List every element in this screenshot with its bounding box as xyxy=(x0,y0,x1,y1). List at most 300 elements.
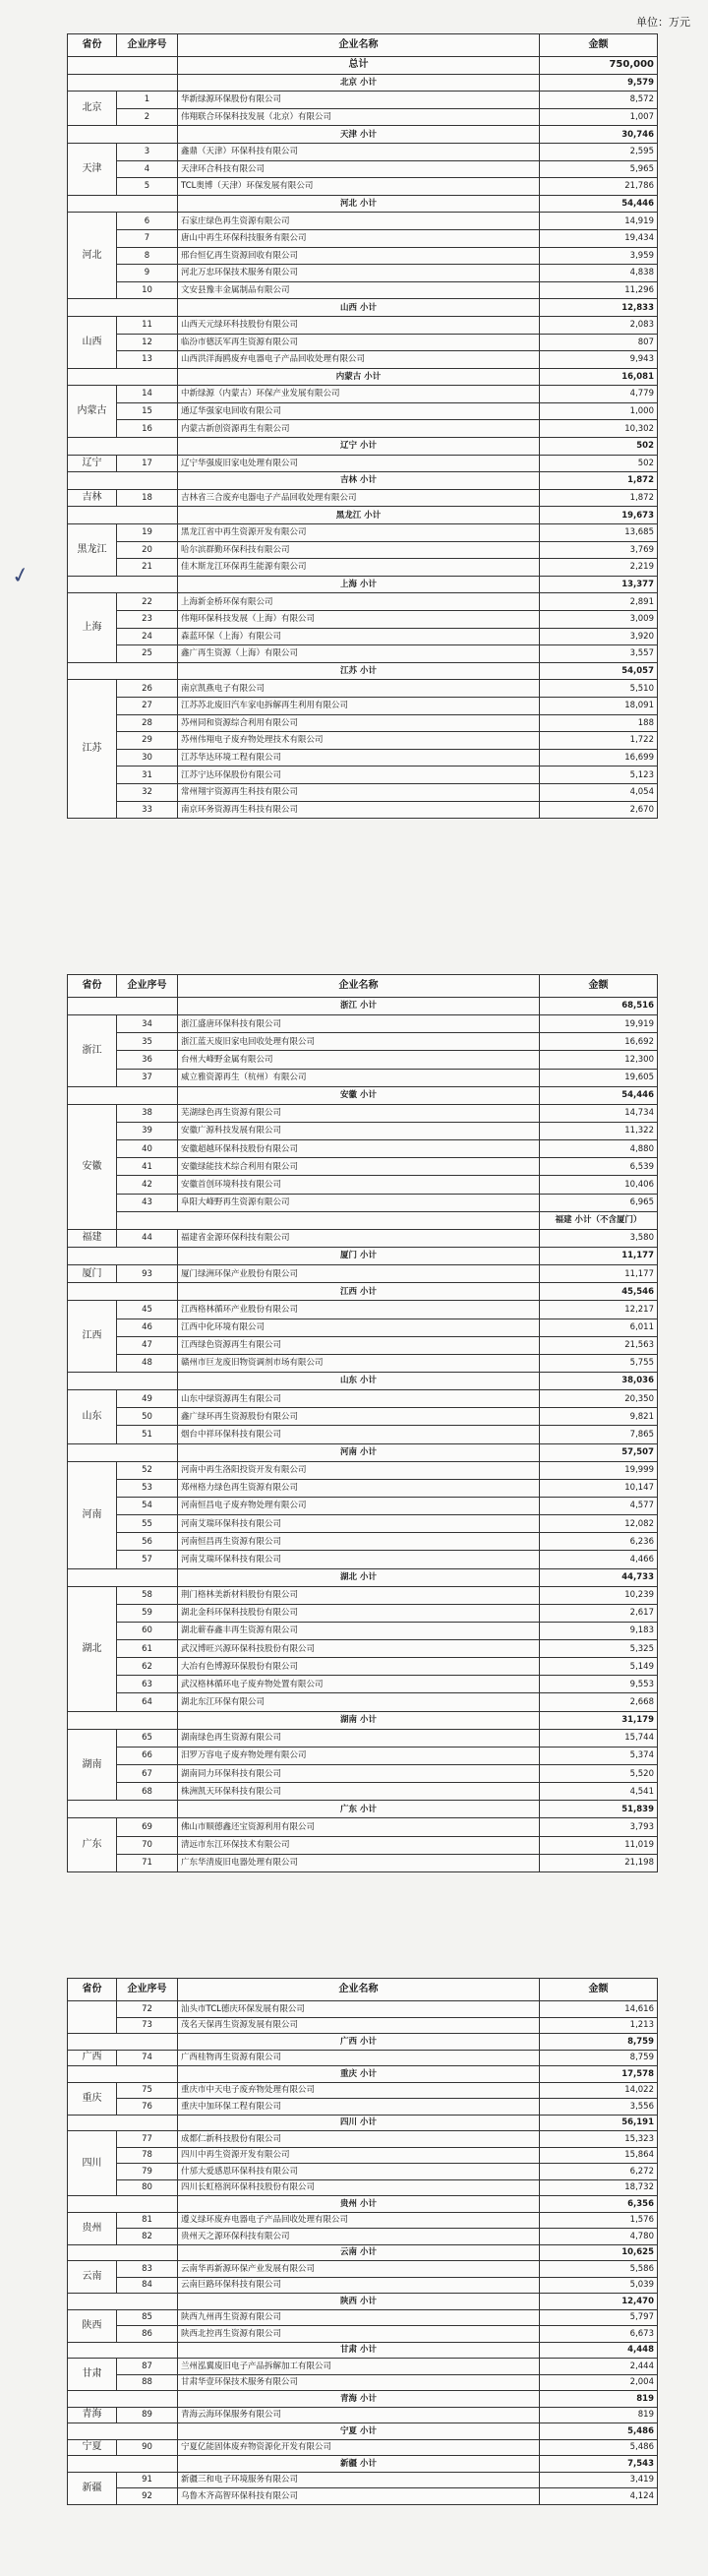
company-name-cell: 威立雅资源再生（杭州）有限公司 xyxy=(178,1069,540,1086)
company-name-cell: 吉林省三合废弃电器电子产品回收处理有限公司 xyxy=(178,489,540,507)
subtotal-amount: 51,839 xyxy=(540,1801,658,1818)
table-row xyxy=(68,247,658,265)
amount-cell: 19,605 xyxy=(540,1069,658,1086)
province-cell: 北京 xyxy=(68,92,117,126)
subtotal-amount: 9,579 xyxy=(540,74,658,92)
subtotal-label: 江西 小计 xyxy=(178,1283,540,1301)
subtotal-label: 辽宁 小计 xyxy=(178,438,540,456)
company-name-cell: 河南恒昌电子废弃物处理有限公司 xyxy=(178,1497,540,1514)
seq-cell: 79 xyxy=(117,2164,178,2180)
seq-cell: 34 xyxy=(117,1015,178,1033)
amount-cell: 9,183 xyxy=(540,1622,658,1639)
amount-cell: 14,734 xyxy=(540,1104,658,1122)
province-cell: 重庆 xyxy=(68,2082,117,2115)
seq-cell: 80 xyxy=(117,2179,178,2196)
subtotal-spacer xyxy=(68,1283,178,1301)
amount-header: 金额 xyxy=(540,1979,658,2001)
table-row xyxy=(68,1676,658,1693)
amount-cell: 5,149 xyxy=(540,1658,658,1676)
table-row xyxy=(68,334,658,351)
subtotal-amount: 12,470 xyxy=(540,2294,658,2310)
subtotal-spacer xyxy=(68,2196,178,2213)
company-name-cell: 苏州伟翔电子废弃物处理技术有限公司 xyxy=(178,732,540,750)
subtotal-spacer xyxy=(68,998,178,1015)
seq-cell: 36 xyxy=(117,1051,178,1069)
subtotal-amount: 57,507 xyxy=(540,1443,658,1461)
table-row xyxy=(68,1122,658,1139)
table-row xyxy=(68,1461,658,1479)
seq-cell: 84 xyxy=(117,2277,178,2294)
subtotal-amount: 54,446 xyxy=(540,195,658,213)
amount-cell: 12,217 xyxy=(540,1301,658,1319)
company-name-cell: 安徽绿能技术综合利用有限公司 xyxy=(178,1158,540,1176)
table-row xyxy=(68,1354,658,1372)
company-name-cell: 森蓝环保（上海）有限公司 xyxy=(178,628,540,645)
amount-cell: 6,011 xyxy=(540,1319,658,1336)
subtotal-label: 内蒙古 小计 xyxy=(178,368,540,386)
province-cell: 安徽 xyxy=(68,1104,117,1229)
subtotal-spacer xyxy=(68,2423,178,2440)
seq-header: 企业序号 xyxy=(117,975,178,998)
province-header: 省份 xyxy=(68,1979,117,2001)
seq-cell: 35 xyxy=(117,1033,178,1051)
subtotal-label: 厦门 小计 xyxy=(178,1247,540,1264)
subtotal-amount: 54,446 xyxy=(540,1086,658,1104)
province-cell: 上海 xyxy=(68,593,117,662)
company-name-cell: 上海新金桥环保有限公司 xyxy=(178,593,540,611)
amount-cell: 16,692 xyxy=(540,1033,658,1051)
seq-cell: 72 xyxy=(117,2001,178,2018)
amount-cell: 5,374 xyxy=(540,1747,658,1764)
company-name-cell: 江苏苏北废旧汽车家电拆解再生利用有限公司 xyxy=(178,697,540,714)
seq-cell: 77 xyxy=(117,2131,178,2148)
table-row xyxy=(68,1033,658,1051)
subtotal-spacer xyxy=(68,1801,178,1818)
subtotal-row xyxy=(68,998,658,1015)
seq-cell: 25 xyxy=(117,645,178,663)
company-name-cell: 阜阳大峰野再生资源有限公司 xyxy=(178,1194,540,1211)
table-row xyxy=(68,2277,658,2294)
table-row xyxy=(68,455,658,472)
subtotal-label: 天津 小计 xyxy=(178,126,540,144)
company-name-cell: 通辽华强家电回收有限公司 xyxy=(178,402,540,420)
subtotal-label: 云南 小计 xyxy=(178,2244,540,2261)
seq-cell: 58 xyxy=(117,1586,178,1604)
subtotal-label: 福建 小计（不含厦门） xyxy=(540,1211,658,1229)
amount-cell: 21,198 xyxy=(540,1854,658,1871)
company-name-cell: 贵州天之源环保科技有限公司 xyxy=(178,2229,540,2245)
company-name-cell: 鑫广绿环再生资源股份有限公司 xyxy=(178,1408,540,1426)
company-name-cell: 清远市东江环保技术有限公司 xyxy=(178,1836,540,1854)
subtotal-amount: 68,516 xyxy=(540,998,658,1015)
subtotal-row xyxy=(68,2423,658,2440)
province-cell: 浙江 xyxy=(68,1015,117,1087)
seq-cell: 71 xyxy=(117,1854,178,1871)
table-row xyxy=(68,1229,658,1247)
seq-cell: 86 xyxy=(117,2326,178,2343)
province-cell: 青海 xyxy=(68,2407,117,2423)
amount-cell: 3,920 xyxy=(540,628,658,645)
company-name-cell: 苏州同和资源综合利用有限公司 xyxy=(178,714,540,732)
company-name-cell: 伟翔环保科技发展（上海）有限公司 xyxy=(178,611,540,629)
subtotal-label: 河南 小计 xyxy=(178,1443,540,1461)
seq-cell: 39 xyxy=(117,1122,178,1139)
subtotal-amount: 17,578 xyxy=(540,2066,658,2083)
company-name-cell: 武汉博旺兴源环保科技股份有限公司 xyxy=(178,1640,540,1658)
subtotal-label: 青海 小计 xyxy=(178,2391,540,2408)
amount-cell: 4,124 xyxy=(540,2488,658,2505)
company-name-cell: 佛山市顺德鑫还宝资源利用有限公司 xyxy=(178,1818,540,1836)
table-row xyxy=(68,2179,658,2196)
seq-cell: 44 xyxy=(117,1229,178,1247)
subtotal-label: 贵州 小计 xyxy=(178,2196,540,2213)
seq-cell: 68 xyxy=(117,1783,178,1801)
amount-cell: 4,779 xyxy=(540,386,658,403)
company-name-cell: 中新绿源（内蒙古）环保产业发展有限公司 xyxy=(178,386,540,403)
subtotal-row xyxy=(68,2294,658,2310)
amount-cell: 10,406 xyxy=(540,1176,658,1194)
seq-cell: 38 xyxy=(117,1104,178,1122)
subtotal-spacer xyxy=(68,2391,178,2408)
amount-cell: 5,325 xyxy=(540,1640,658,1658)
subtotal-amount: 8,759 xyxy=(540,2034,658,2051)
seq-cell: 67 xyxy=(117,1765,178,1783)
company-name-cell: 安徽广源科技发展有限公司 xyxy=(178,1122,540,1139)
subtotal-label: 广西 小计 xyxy=(178,2034,540,2051)
subtotal-label: 宁夏 小计 xyxy=(178,2423,540,2440)
seq-cell: 49 xyxy=(117,1390,178,1408)
seq-cell: 24 xyxy=(117,628,178,645)
subtotal-spacer xyxy=(68,1247,178,1264)
amount-cell: 2,219 xyxy=(540,559,658,577)
seq-cell: 64 xyxy=(117,1693,178,1711)
amount-cell: 12,082 xyxy=(540,1515,658,1533)
seq-cell: 87 xyxy=(117,2359,178,2375)
seq-cell: 32 xyxy=(117,783,178,801)
amount-cell: 10,147 xyxy=(540,1479,658,1497)
seq-cell: 81 xyxy=(117,2212,178,2229)
company-name-cell: 赣州市巨龙废旧物资调剂市场有限公司 xyxy=(178,1354,540,1372)
amount-cell: 1,722 xyxy=(540,732,658,750)
province-cell: 云南 xyxy=(68,2261,117,2294)
seq-cell: 40 xyxy=(117,1140,178,1158)
seq-cell: 31 xyxy=(117,767,178,784)
table-row xyxy=(68,2309,658,2326)
company-name-cell: 鑫广再生资源（上海）有限公司 xyxy=(178,645,540,663)
company-name-cell: 江西绿色资源再生有限公司 xyxy=(178,1336,540,1354)
company-name-cell: 乌鲁木齐高智环保科技有限公司 xyxy=(178,2488,540,2505)
subtotal-row xyxy=(68,1443,658,1461)
company-name-cell: 四川长虹格润环保科技股份有限公司 xyxy=(178,2179,540,2196)
subtotal-row xyxy=(68,1211,658,1229)
amount-cell: 9,553 xyxy=(540,1676,658,1693)
table-row xyxy=(68,1265,658,1283)
table-page-1 xyxy=(67,33,657,819)
amount-cell: 14,919 xyxy=(540,213,658,230)
subtotal-row xyxy=(68,662,658,680)
company-name-cell: 广东华清废旧电器处理有限公司 xyxy=(178,1854,540,1871)
amount-cell: 1,213 xyxy=(540,2017,658,2034)
province-header: 省份 xyxy=(68,34,117,57)
company-name-cell: 石家庄绿色再生资源有限公司 xyxy=(178,213,540,230)
table-row xyxy=(68,1836,658,1854)
amount-cell: 11,019 xyxy=(540,1836,658,1854)
company-name-cell: 青海云海环保服务有限公司 xyxy=(178,2407,540,2423)
subtotal-amount: 1,872 xyxy=(540,472,658,490)
subtotal-row xyxy=(68,2196,658,2213)
subtotal-row xyxy=(68,299,658,317)
table-row xyxy=(68,593,658,611)
amount-cell: 5,797 xyxy=(540,2309,658,2326)
amount-cell: 1,007 xyxy=(540,108,658,126)
enterprise-amount-table xyxy=(67,1978,658,2505)
table-row xyxy=(68,1194,658,1211)
amount-cell: 11,322 xyxy=(540,1122,658,1139)
subtotal-amount: 4,448 xyxy=(540,2342,658,2359)
amount-cell: 6,673 xyxy=(540,2326,658,2343)
subtotal-label: 新疆 小计 xyxy=(178,2456,540,2473)
table-row xyxy=(68,680,658,698)
table-row xyxy=(68,2439,658,2456)
subtotal-label: 河北 小计 xyxy=(178,195,540,213)
province-cell: 江苏 xyxy=(68,680,117,819)
seq-cell: 5 xyxy=(117,178,178,196)
table-row xyxy=(68,1390,658,1408)
seq-cell: 16 xyxy=(117,420,178,438)
company-name-cell: 重庆中加环保工程有限公司 xyxy=(178,2099,540,2116)
subtotal-row xyxy=(68,472,658,490)
amount-cell: 8,572 xyxy=(540,92,658,109)
seq-cell: 48 xyxy=(117,1354,178,1372)
province-cell: 陕西 xyxy=(68,2309,117,2342)
subtotal-label: 山东 小计 xyxy=(178,1372,540,1389)
amount-cell: 4,880 xyxy=(540,1140,658,1158)
subtotal-row xyxy=(68,2244,658,2261)
province-cell: 山西 xyxy=(68,316,117,368)
province-cell: 辽宁 xyxy=(68,455,117,472)
subtotal-spacer xyxy=(68,1568,178,1586)
province-cell: 甘肃 xyxy=(68,2359,117,2391)
amount-cell: 1,872 xyxy=(540,489,658,507)
subtotal-row xyxy=(68,1247,658,1264)
amount-cell: 11,177 xyxy=(540,1265,658,1283)
province-cell: 江西 xyxy=(68,1301,117,1373)
table-row xyxy=(68,2407,658,2423)
table-row xyxy=(68,767,658,784)
company-name-cell: 台州大峰野金属有限公司 xyxy=(178,1051,540,1069)
amount-cell: 2,891 xyxy=(540,593,658,611)
company-name-cell: 河南中再生洛阳投资开发有限公司 xyxy=(178,1461,540,1479)
subtotal-label: 重庆 小计 xyxy=(178,2066,540,2083)
table-row xyxy=(68,1104,658,1122)
company-name-cell: 茂名天保再生资源发展有限公司 xyxy=(178,2017,540,2034)
company-name-cell: 南京环务资源再生科技有限公司 xyxy=(178,801,540,819)
seq-cell: 9 xyxy=(117,265,178,282)
subtotal-spacer xyxy=(68,1443,178,1461)
table-row xyxy=(68,559,658,577)
company-name-cell: 临汾市德沃军再生资源有限公司 xyxy=(178,334,540,351)
company-name-cell: 烟台中祥环保科技有限公司 xyxy=(178,1426,540,1443)
company-name-cell: 郑州格力绿色再生资源有限公司 xyxy=(178,1479,540,1497)
table-row xyxy=(68,1783,658,1801)
amount-cell: 10,302 xyxy=(540,420,658,438)
seq-cell: 28 xyxy=(117,714,178,732)
seq-cell: 7 xyxy=(117,229,178,247)
amount-header: 金额 xyxy=(540,34,658,57)
seq-cell: 2 xyxy=(117,108,178,126)
table-row xyxy=(68,1015,658,1033)
amount-cell: 3,419 xyxy=(540,2472,658,2488)
company-name-cell: 江西中化环境有限公司 xyxy=(178,1319,540,1336)
amount-cell: 8,759 xyxy=(540,2050,658,2066)
company-name-cell: 鑫鼎（天津）环保科技有限公司 xyxy=(178,143,540,160)
company-name-cell: 江苏宁达环保股份有限公司 xyxy=(178,767,540,784)
subtotal-amount: 16,081 xyxy=(540,368,658,386)
table-row xyxy=(68,1515,658,1533)
table-row xyxy=(68,92,658,109)
table-row xyxy=(68,732,658,750)
seq-cell: 3 xyxy=(117,143,178,160)
company-name-cell: 浙江蓝天废旧家电回收处理有限公司 xyxy=(178,1033,540,1051)
subtotal-row xyxy=(68,507,658,524)
seq-cell: 62 xyxy=(117,1658,178,1676)
seq-cell: 33 xyxy=(117,801,178,819)
company-name-cell: 福建省金源环保科技有限公司 xyxy=(178,1229,540,1247)
subtotal-amount: 30,746 xyxy=(540,126,658,144)
province-cell: 广东 xyxy=(68,1818,117,1871)
amount-cell: 5,965 xyxy=(540,160,658,178)
table-row xyxy=(68,1551,658,1568)
table-header-row xyxy=(68,975,658,998)
table-row xyxy=(68,2261,658,2278)
table-row xyxy=(68,645,658,663)
table-row xyxy=(68,1640,658,1658)
company-name-cell: 湖南同力环保科技有限公司 xyxy=(178,1765,540,1783)
subtotal-row xyxy=(68,1372,658,1389)
company-name-cell: 内蒙古新创资源再生有限公司 xyxy=(178,420,540,438)
table-row xyxy=(68,160,658,178)
company-name-cell: 湖南绿色再生资源有限公司 xyxy=(178,1729,540,1747)
company-name-cell: 陕西北控再生资源有限公司 xyxy=(178,2326,540,2343)
seq-cell: 45 xyxy=(117,1301,178,1319)
enterprise-amount-table xyxy=(67,974,658,1872)
amount-header: 金额 xyxy=(540,975,658,998)
seq-cell: 60 xyxy=(117,1622,178,1639)
subtotal-spacer xyxy=(117,1211,540,1229)
amount-cell: 11,296 xyxy=(540,281,658,299)
subtotal-spacer xyxy=(68,1086,178,1104)
subtotal-row xyxy=(68,576,658,593)
province-cell: 贵州 xyxy=(68,2212,117,2244)
subtotal-spacer xyxy=(68,576,178,593)
table-row xyxy=(68,2131,658,2148)
company-name-cell: 辽宁华强废旧家电处理有限公司 xyxy=(178,455,540,472)
amount-cell: 3,793 xyxy=(540,1818,658,1836)
amount-cell: 4,466 xyxy=(540,1551,658,1568)
subtotal-spacer xyxy=(68,57,178,75)
seq-cell: 52 xyxy=(117,1461,178,1479)
amount-cell: 4,577 xyxy=(540,1497,658,1514)
seq-cell: 43 xyxy=(117,1194,178,1211)
subtotal-amount: 54,057 xyxy=(540,662,658,680)
subtotal-row xyxy=(68,1711,658,1729)
table-row xyxy=(68,1586,658,1604)
table-row xyxy=(68,1408,658,1426)
seq-cell: 22 xyxy=(117,593,178,611)
company-name-cell: 唐山中再生环保科技服务有限公司 xyxy=(178,229,540,247)
company-name-cell: 厦门绿洲环保产业股份有限公司 xyxy=(178,1265,540,1283)
subtotal-spacer xyxy=(68,74,178,92)
table-row xyxy=(68,714,658,732)
province-cell xyxy=(68,2001,117,2034)
subtotal-spacer xyxy=(68,662,178,680)
subtotal-row xyxy=(68,57,658,75)
table-row xyxy=(68,265,658,282)
seq-cell: 14 xyxy=(117,386,178,403)
subtotal-amount: 6,356 xyxy=(540,2196,658,2213)
amount-cell: 2,668 xyxy=(540,1693,658,1711)
table-row xyxy=(68,697,658,714)
subtotal-spacer xyxy=(68,2456,178,2473)
amount-cell: 1,000 xyxy=(540,402,658,420)
subtotal-label: 总计 xyxy=(178,57,540,75)
amount-cell: 4,541 xyxy=(540,1783,658,1801)
subtotal-amount: 750,000 xyxy=(540,57,658,75)
seq-cell: 56 xyxy=(117,1533,178,1551)
seq-cell: 11 xyxy=(117,316,178,334)
subtotal-spacer xyxy=(68,2342,178,2359)
amount-cell: 6,539 xyxy=(540,1158,658,1176)
amount-cell: 4,780 xyxy=(540,2229,658,2245)
seq-cell: 19 xyxy=(117,524,178,542)
seq-cell: 83 xyxy=(117,2261,178,2278)
subtotal-label: 吉林 小计 xyxy=(178,472,540,490)
table-row xyxy=(68,2229,658,2245)
table-row xyxy=(68,2359,658,2375)
unit-label: 单位：万元 xyxy=(636,16,690,29)
amount-cell: 12,300 xyxy=(540,1051,658,1069)
company-name-cell: 浙江盛唐环保科技有限公司 xyxy=(178,1015,540,1033)
table-row xyxy=(68,1854,658,1871)
amount-cell: 3,580 xyxy=(540,1229,658,1247)
seq-cell: 92 xyxy=(117,2488,178,2505)
table-row xyxy=(68,2099,658,2116)
company-name-cell: 武汉格林循环电子废弃物处置有限公司 xyxy=(178,1676,540,1693)
subtotal-row xyxy=(68,74,658,92)
subtotal-spacer xyxy=(68,507,178,524)
seq-cell: 65 xyxy=(117,1729,178,1747)
province-cell: 广西 xyxy=(68,2050,117,2066)
amount-cell: 6,272 xyxy=(540,2164,658,2180)
amount-cell: 3,959 xyxy=(540,247,658,265)
table-row xyxy=(68,213,658,230)
company-name-cell: 甘肃华壹环保技术服务有限公司 xyxy=(178,2374,540,2391)
amount-cell: 2,444 xyxy=(540,2359,658,2375)
amount-cell: 5,520 xyxy=(540,1765,658,1783)
seq-cell: 8 xyxy=(117,247,178,265)
company-name-cell: 哈尔滨群勤环保科技有限公司 xyxy=(178,541,540,559)
subtotal-amount: 38,036 xyxy=(540,1372,658,1389)
seq-cell: 29 xyxy=(117,732,178,750)
table-row xyxy=(68,178,658,196)
company-name-cell: 四川中再生资源开发有限公司 xyxy=(178,2147,540,2164)
table-row xyxy=(68,2164,658,2180)
company-name-cell: 兰州泓翼废旧电子产品拆解加工有限公司 xyxy=(178,2359,540,2375)
seq-header: 企业序号 xyxy=(117,1979,178,2001)
amount-cell: 819 xyxy=(540,2407,658,2423)
subtotal-label: 甘肃 小计 xyxy=(178,2342,540,2359)
subtotal-label: 湖南 小计 xyxy=(178,1711,540,1729)
